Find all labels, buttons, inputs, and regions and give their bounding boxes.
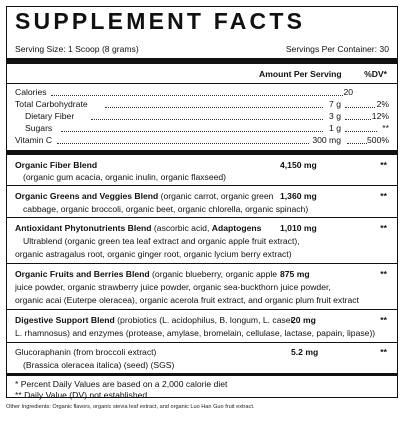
nutrient-amount-calories: 20 [343, 87, 353, 97]
blend-divider [7, 217, 397, 218]
dot-leader [57, 143, 309, 144]
footnote-dv: * Percent Daily Values are based on a 2,000 calorie diet [15, 379, 228, 389]
dot-leader [345, 131, 377, 132]
nutrient-dv-carbohydrate: 2% [376, 99, 389, 109]
other-ingredients: Other Ingredients: Organic flavors, organic stevia leaf extract, and organic Luo Han Guo fruit extract. [6, 404, 255, 410]
blend-amount: 5.2 mg [291, 347, 319, 357]
nutrient-amount-carbohydrate: 7 g [329, 99, 341, 109]
panel-title: SUPPLEMENT FACTS [15, 8, 306, 34]
blend-detail: Ultrablend (organic green tea leaf extract and organic apple fruit extract), [23, 236, 300, 246]
blend-detail: L. rhamnosus) and enzymes (protease, amylase, bromelain, cellulase, lactase, papain, lipase)) [15, 328, 376, 338]
blend-row [15, 191, 273, 201]
blend-name: Antioxidant Phytonutrients Blend [15, 223, 152, 233]
dot-leader [61, 131, 323, 132]
servings-per-container: Servings Per Container: 30 [285, 44, 389, 54]
blend-detail: (Brassica oleracea italica) (seed) (SGS) [23, 360, 175, 370]
amount-header: Amount Per Serving [259, 69, 342, 79]
blend-dv: ** [380, 347, 387, 357]
nutrient-amount-sugars: 1 g [329, 123, 341, 133]
blend-intro: (from broccoli extract) [70, 347, 157, 357]
blend-amount: 1,010 mg [280, 223, 317, 233]
blend-amount: 20 mg [291, 315, 316, 325]
thick-rule-bottom [7, 373, 397, 376]
blend-amount: 875 mg [280, 269, 310, 279]
nutrient-name-calories: Calories [15, 87, 47, 97]
blend-name: Organic Greens and Veggies Blend [15, 191, 159, 201]
blend-detail: juice powder, organic strawberry juice powder, organic sea-buckthorn juice powder, [15, 282, 331, 292]
nutrient-name-sugars: Sugars [25, 123, 53, 133]
dv-header: %DV* [364, 69, 387, 79]
blend-detail: cabbage, organic broccoli, organic beet, organic chlorella, organic spinach) [23, 204, 309, 214]
thick-rule-top [7, 58, 397, 64]
blend-detail: organic astragalus root, organic ginger root, organic lycium berry extract) [15, 249, 292, 259]
blend-dv: ** [380, 160, 387, 170]
blend-intro: (probiotics (L. acidophilus, B. longum, L. casei, [114, 315, 295, 325]
dot-leader [51, 95, 343, 96]
dot-leader [345, 107, 375, 108]
blend-detail: organic acai (Euterpe oleracea), organic acerola fruit extract, and organic plum fruit extract [15, 295, 359, 305]
serving-size: Serving Size: 1 Scoop (8 grams) [15, 44, 139, 54]
header-rule [7, 83, 397, 84]
nutrient-dv-fiber: 12% [371, 111, 389, 121]
blend-amount: 1,360 mg [280, 191, 317, 201]
blend-name: Organic Fruits and Berries Blend [15, 269, 150, 279]
blend-divider [7, 342, 397, 343]
blend-name: Organic Fiber Blend [15, 160, 98, 170]
nutrient-dv-sugars: ** [382, 123, 389, 133]
blend-row [15, 347, 156, 357]
blend-dv: ** [380, 269, 387, 279]
blend-divider [7, 263, 397, 264]
blend-intro: (ascorbic acid, [151, 223, 212, 233]
blend-row [15, 223, 261, 233]
nutrient-dv-vitamin-c: 500% [367, 135, 389, 145]
nutrient-amount-fiber: 3 g [329, 111, 341, 121]
blend-intro: (organic blueberry, organic apple [149, 269, 278, 279]
supplement-facts-panel [6, 6, 398, 398]
dot-leader [105, 107, 323, 108]
dot-leader [91, 119, 323, 120]
nutrient-amount-vitamin-c: 300 mg [312, 135, 341, 145]
blend-name: Digestive Support Blend [15, 315, 115, 325]
blend-divider [7, 309, 397, 310]
blend-dv: ** [380, 191, 387, 201]
blend-dv: ** [380, 223, 387, 233]
blend-row [15, 315, 295, 325]
dot-leader [345, 119, 371, 120]
blend-sub-name: Adaptogens [211, 223, 262, 233]
thick-rule-middle [7, 150, 397, 155]
dot-leader [347, 143, 367, 144]
blend-detail: (organic gum acacia, organic inulin, organic flaxseed) [23, 172, 227, 182]
blend-row [15, 160, 97, 170]
blend-name: Glucoraphanin [15, 347, 71, 357]
nutrient-name-vitamin-c: Vitamin C [15, 135, 53, 145]
nutrient-name-carbohydrate: Total Carbohydrate [15, 99, 88, 109]
blend-dv: ** [380, 315, 387, 325]
footnote-not-established: ** Daily Value (DV) not established [15, 390, 148, 400]
blend-row [15, 269, 277, 279]
blend-amount: 4,150 mg [280, 160, 317, 170]
nutrient-name-fiber: Dietary Fiber [25, 111, 75, 121]
blend-intro: (organic carrot, organic green [158, 191, 274, 201]
blend-divider [7, 185, 397, 186]
